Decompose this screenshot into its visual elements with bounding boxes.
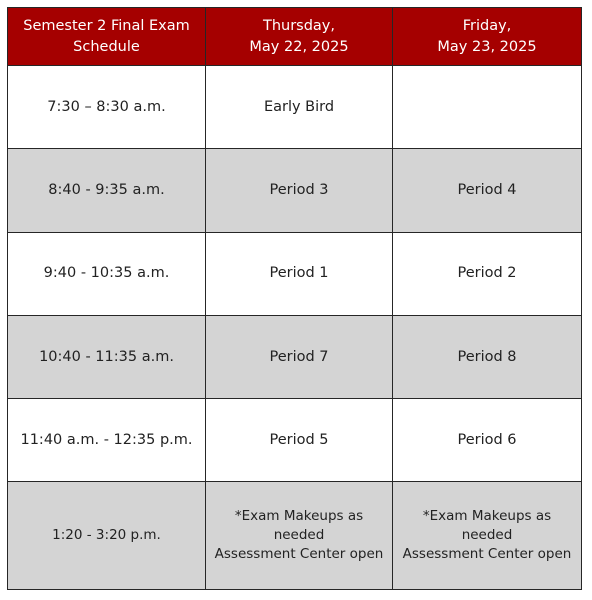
- header-friday-day: Friday,: [462, 17, 512, 34]
- makeup-note-line-1: *Exam Makeups as: [234, 508, 364, 525]
- time-cell: 8:40 - 9:35 a.m.: [8, 149, 206, 232]
- header-friday: [393, 8, 582, 66]
- header-row: [8, 8, 582, 66]
- thursday-cell: Early Bird: [206, 66, 393, 149]
- makeup-note-line-1: *Exam Makeups as: [422, 508, 552, 525]
- makeup-note-line-2: needed: [273, 527, 325, 544]
- thursday-cell: [206, 482, 393, 590]
- header-title-line-1: Semester 2 Final Exam: [23, 17, 190, 34]
- time-cell: 10:40 - 11:35 a.m.: [8, 315, 206, 398]
- friday-cell: Period 8: [393, 315, 582, 398]
- assessment-center-note: Assessment Center open: [214, 546, 384, 563]
- time-cell: 1:20 - 3:20 p.m.: [8, 482, 206, 590]
- thursday-cell: Period 3: [206, 149, 393, 232]
- friday-cell: Period 6: [393, 399, 582, 482]
- time-cell: 9:40 - 10:35 a.m.: [8, 232, 206, 315]
- header-thursday-day: Thursday,: [262, 17, 336, 34]
- thursday-cell: Period 7: [206, 315, 393, 398]
- makeup-note-line-2: needed: [461, 527, 513, 544]
- header-thursday: [206, 8, 393, 66]
- table-row: [8, 149, 582, 232]
- friday-cell: Period 4: [393, 149, 582, 232]
- header-schedule-title: [8, 8, 206, 66]
- friday-cell: [393, 482, 582, 590]
- time-cell: 7:30 – 8:30 a.m.: [8, 66, 206, 149]
- header-friday-date: May 23, 2025: [437, 38, 537, 55]
- header-title-line-2: Schedule: [73, 38, 140, 55]
- table-row: [8, 399, 582, 482]
- table-row: [8, 232, 582, 315]
- table-row: [8, 66, 582, 149]
- header-thursday-date: May 22, 2025: [249, 38, 349, 55]
- friday-cell: Period 2: [393, 232, 582, 315]
- thursday-cell: Period 1: [206, 232, 393, 315]
- table-row: [8, 315, 582, 398]
- assessment-center-note: Assessment Center open: [402, 546, 572, 563]
- table-row: [8, 482, 582, 590]
- friday-cell: [393, 66, 582, 149]
- time-cell: 11:40 a.m. - 12:35 p.m.: [8, 399, 206, 482]
- exam-schedule-table: [7, 7, 582, 590]
- thursday-cell: Period 5: [206, 399, 393, 482]
